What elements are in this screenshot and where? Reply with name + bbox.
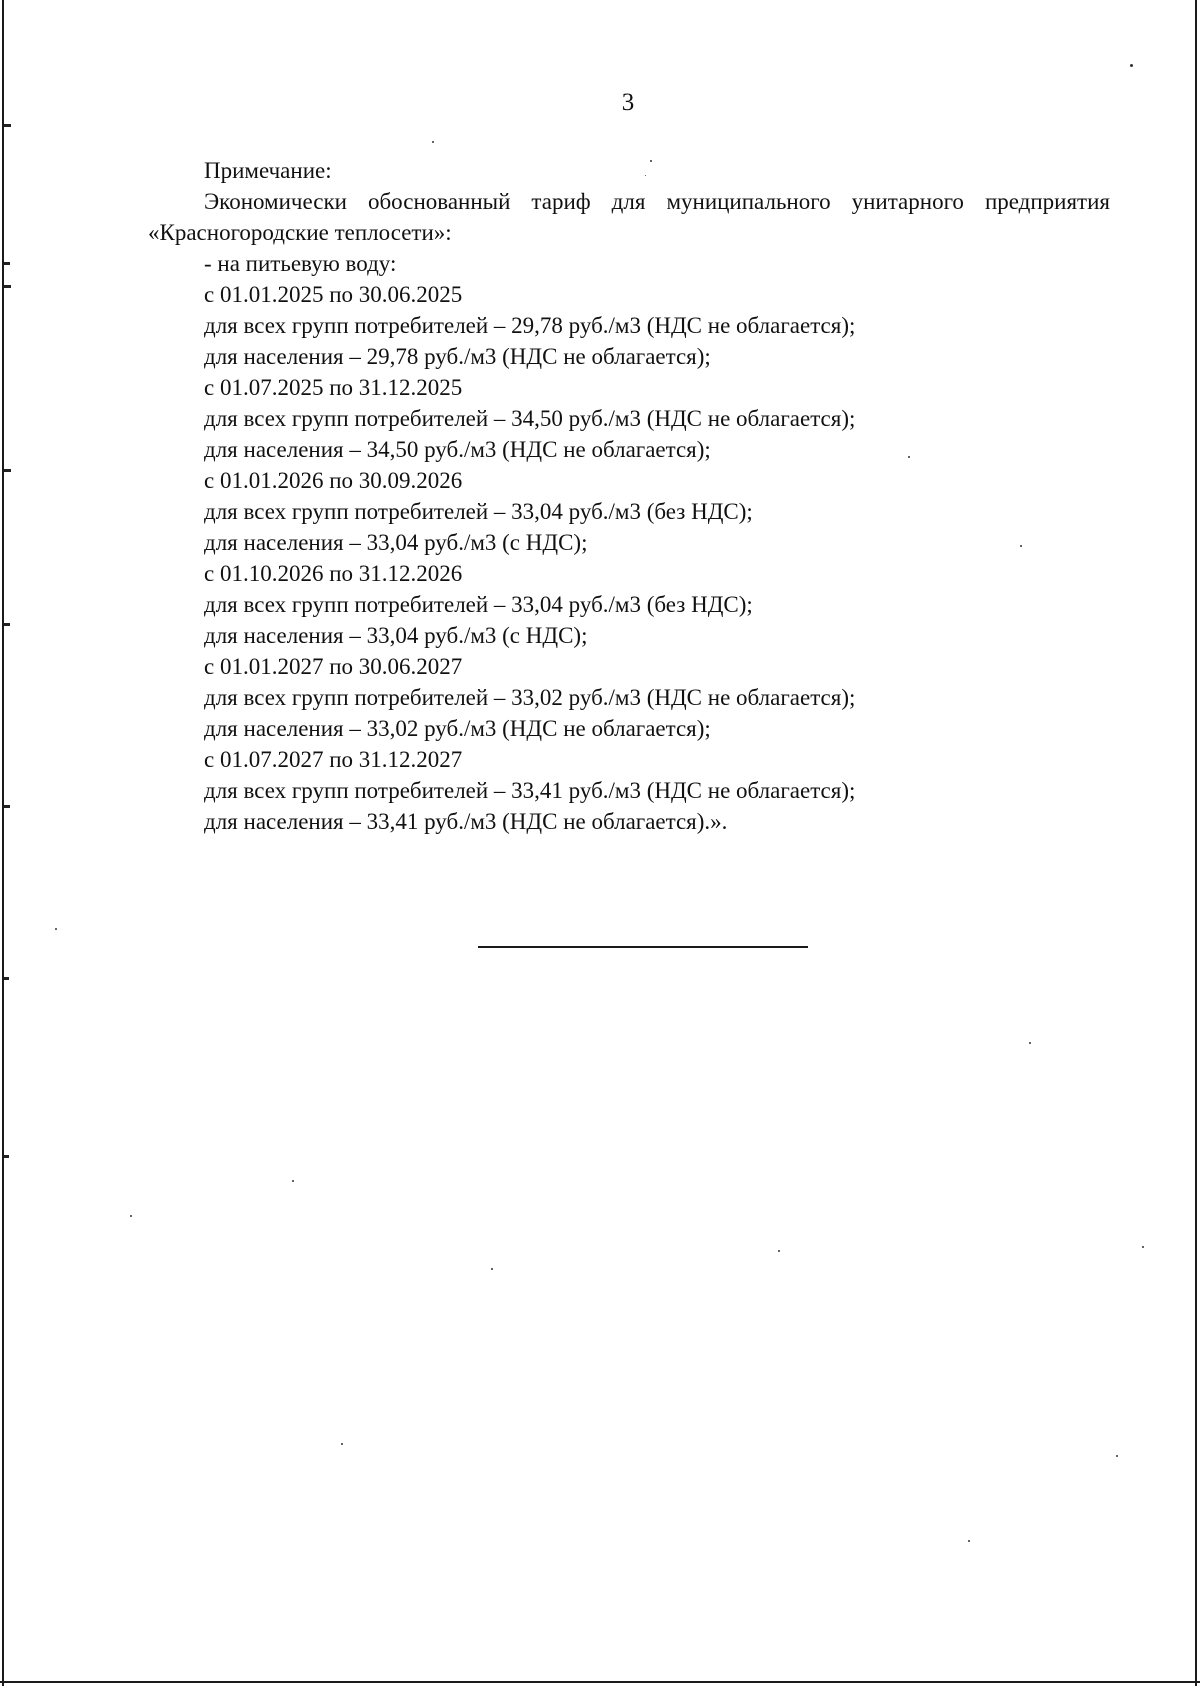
tariff-list bbox=[204, 248, 1104, 837]
page-border-bottom bbox=[0, 1681, 1200, 1683]
tariff-period: с 01.01.2027 по 30.06.2027 bbox=[204, 654, 463, 679]
scan-margin-mark bbox=[4, 124, 11, 127]
scan-margin-mark bbox=[4, 623, 10, 626]
tariff-population: для населения – 33,02 руб./м3 (НДС не облагается); bbox=[204, 716, 711, 741]
tariff-period: с 01.01.2026 по 30.09.2026 bbox=[204, 468, 463, 493]
tariff-period: с 01.10.2026 по 31.12.2026 bbox=[204, 561, 463, 586]
tariff-all-consumers: для всех групп потребителей – 33,04 руб./м3 (без НДС); bbox=[204, 499, 753, 524]
tariff-block bbox=[204, 744, 1104, 837]
scan-margin-mark bbox=[4, 1155, 9, 1158]
scan-speck bbox=[1130, 64, 1133, 67]
scan-margin-mark bbox=[4, 977, 9, 980]
page-border-right bbox=[1195, 0, 1197, 1686]
scan-speck bbox=[1142, 1246, 1144, 1248]
scan-margin-mark bbox=[4, 262, 10, 265]
tariff-block bbox=[204, 279, 1104, 372]
tariff-population: для населения – 29,78 руб./м3 (НДС не облагается); bbox=[204, 344, 711, 369]
scan-speck bbox=[650, 160, 652, 162]
water-item-label: - на питьевую воду: bbox=[204, 251, 397, 276]
tariff-population: для населения – 34,50 руб./м3 (НДС не облагается); bbox=[204, 437, 711, 462]
tariff-all-consumers: для всех групп потребителей – 33,04 руб./м3 (без НДС); bbox=[204, 592, 753, 617]
tariff-block bbox=[204, 372, 1104, 465]
end-separator-line bbox=[478, 946, 808, 948]
scan-speck bbox=[1029, 1042, 1031, 1044]
scan-speck bbox=[908, 456, 910, 458]
tariff-block bbox=[204, 558, 1104, 651]
scan-speck bbox=[778, 1250, 780, 1252]
scan-speck bbox=[130, 1215, 132, 1217]
scan-margin-mark bbox=[4, 805, 10, 808]
scan-speck bbox=[341, 1443, 343, 1445]
tariff-population: для населения – 33,04 руб./м3 (с НДС); bbox=[204, 623, 588, 648]
tariff-population: для населения – 33,04 руб./м3 (с НДС); bbox=[204, 530, 588, 555]
scan-speck bbox=[1020, 545, 1022, 547]
scan-speck bbox=[491, 1268, 493, 1270]
tariff-all-consumers: для всех групп потребителей – 34,50 руб./м3 (НДС не облагается); bbox=[204, 406, 856, 431]
page-number: 3 bbox=[621, 89, 635, 116]
scan-speck bbox=[645, 175, 646, 176]
tariff-period: с 01.07.2027 по 31.12.2027 bbox=[204, 747, 463, 772]
scan-margin-mark bbox=[4, 285, 11, 288]
tariff-population: для населения – 33,41 руб./м3 (НДС не облагается).». bbox=[204, 809, 728, 834]
page-border-left bbox=[2, 0, 4, 1686]
scan-speck bbox=[432, 141, 434, 143]
scan-margin-mark bbox=[4, 469, 11, 472]
tariff-period: с 01.07.2025 по 31.12.2025 bbox=[204, 375, 463, 400]
tariff-all-consumers: для всех групп потребителей – 33,02 руб./м3 (НДС не облагается); bbox=[204, 685, 856, 710]
scan-speck bbox=[968, 1540, 970, 1542]
tariff-block bbox=[204, 465, 1104, 558]
scan-speck bbox=[1116, 1455, 1118, 1457]
tariff-period: с 01.01.2025 по 30.06.2025 bbox=[204, 282, 463, 307]
scan-speck bbox=[55, 928, 57, 930]
note-label: Примечание: bbox=[204, 158, 332, 183]
tariff-block bbox=[204, 651, 1104, 744]
note-paragraph: Экономически обоснованный тариф для муниципального унитарного предприятия «Красногородские теплосети»: bbox=[148, 189, 1110, 245]
scan-speck bbox=[292, 1180, 294, 1182]
tariff-all-consumers: для всех групп потребителей – 29,78 руб./м3 (НДС не облагается); bbox=[204, 313, 856, 338]
tariff-all-consumers: для всех групп потребителей – 33,41 руб./м3 (НДС не облагается); bbox=[204, 778, 856, 803]
